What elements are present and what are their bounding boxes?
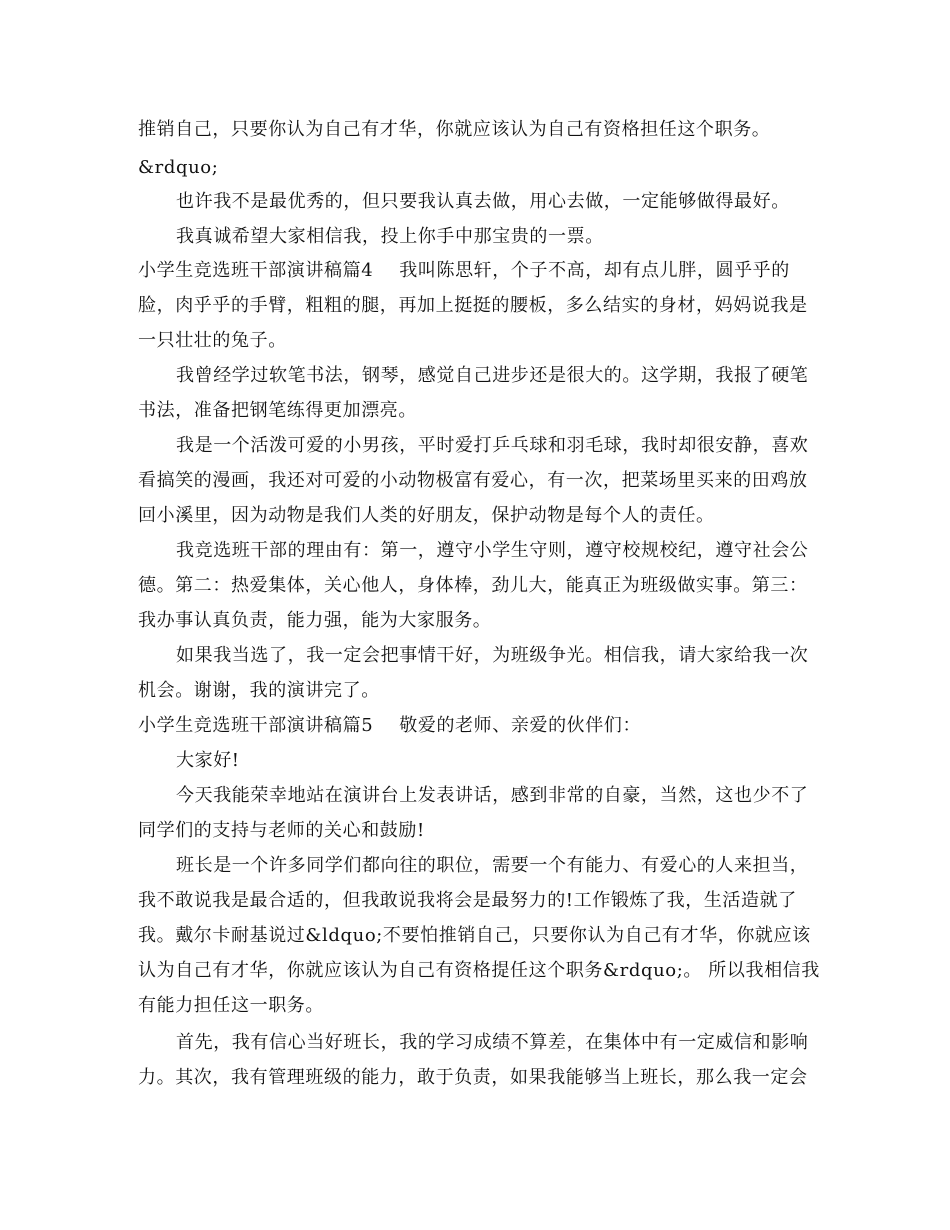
paragraph-text: 敬爱的老师、亲爱的伙伴们： bbox=[399, 715, 642, 736]
paragraph-line: 首先，我有信心当好班长，我的学习成绩不算差，在集体中有一定威信和影响 bbox=[176, 1032, 809, 1053]
paragraph-line: 一只壮壮的兔子。 bbox=[138, 330, 287, 351]
paragraph-line: 认为自己有才华，你就应该认为自己有资格提任这个职务&rdquo;。 所以我相信我 bbox=[138, 960, 820, 981]
paragraph-line: 力。其次，我有管理班级的能力，敢于负责，如果我能够当上班长，那么我一定会 bbox=[138, 1067, 808, 1088]
section-heading: 小学生竞选班干部演讲稿篇5 bbox=[138, 715, 374, 736]
paragraph-line: 大家好! bbox=[176, 750, 240, 771]
paragraph-line: 我真诚希望大家相信我，投上你手中那宝贵的一票。 bbox=[176, 226, 604, 247]
heading-line-speech-4 bbox=[138, 259, 790, 283]
paragraph-line: 今天我能荣幸地站在演讲台上发表讲话，感到非常的自豪，当然，这也少不了 bbox=[176, 785, 809, 806]
paragraph-line: 推销自己，只要你认为自己有才华，你就应该认为自己有资格担任这个职务。 bbox=[138, 119, 771, 140]
paragraph-line: 回小溪里，因为动物是我们人类的好朋友，保护动物是每个人的责任。 bbox=[138, 505, 715, 526]
heading-line-speech-5 bbox=[138, 714, 641, 738]
paragraph-line: 德。第二：热爱集体，关心他人，身体棒，劲儿大，能真正为班级做实事。第三： bbox=[138, 575, 808, 596]
paragraph-line: 我不敢说我是最合适的，但我敢说我将会是最努力的!工作锻炼了我，生活造就了 bbox=[138, 890, 797, 911]
paragraph-line: 书法，准备把钢笔练得更加漂亮。 bbox=[138, 400, 417, 421]
paragraph-line: 我。戴尔卡耐基说过&ldquo;不要怕推销自己，只要你认为自己有才华，你就应该 bbox=[138, 925, 811, 946]
paragraph-line: 我办事认真负责，能力强，能为大家服务。 bbox=[138, 610, 492, 631]
paragraph-line: 看搞笑的漫画，我还对可爱的小动物极富有爱心，有一次，把菜场里买来的田鸡放 bbox=[138, 470, 808, 491]
paragraph-line: 也许我不是最优秀的，但只要我认真去做，用心去做，一定能够做得最好。 bbox=[176, 191, 790, 212]
paragraph-line: 如果我当选了，我一定会把事情干好，为班级争光。相信我，请大家给我一次 bbox=[176, 645, 809, 666]
paragraph-line: 机会。谢谢，我的演讲完了。 bbox=[138, 680, 380, 701]
paragraph-line: 有能力担任这一职务。 bbox=[138, 995, 324, 1016]
paragraph-line: 脸，肉乎乎的手臂，粗粗的腿，再加上挺挺的腰板，多么结实的身材，妈妈说我是 bbox=[138, 295, 808, 316]
paragraph-line: 班长是一个许多同学们都向往的职位，需要一个有能力、有爱心的人来担当， bbox=[176, 855, 809, 876]
paragraph-line: 我曾经学过软笔书法，钢琴，感觉自己进步还是很大的。这学期，我报了硬笔 bbox=[176, 365, 809, 386]
paragraph-text: 我叫陈思轩，个子不高，却有点儿胖，圆乎乎的 bbox=[399, 260, 790, 281]
paragraph-line: &rdquo; bbox=[138, 157, 219, 178]
paragraph-line: 我竞选班干部的理由有：第一，遵守小学生守则，遵守校规校纪，遵守社会公 bbox=[176, 540, 809, 561]
section-heading: 小学生竞选班干部演讲稿篇4 bbox=[138, 260, 374, 281]
paragraph-line: 同学们的支持与老师的关心和鼓励! bbox=[138, 820, 425, 841]
paragraph-line: 我是一个活泼可爱的小男孩，平时爱打乒乓球和羽毛球，我时却很安静，喜欢 bbox=[176, 435, 809, 456]
